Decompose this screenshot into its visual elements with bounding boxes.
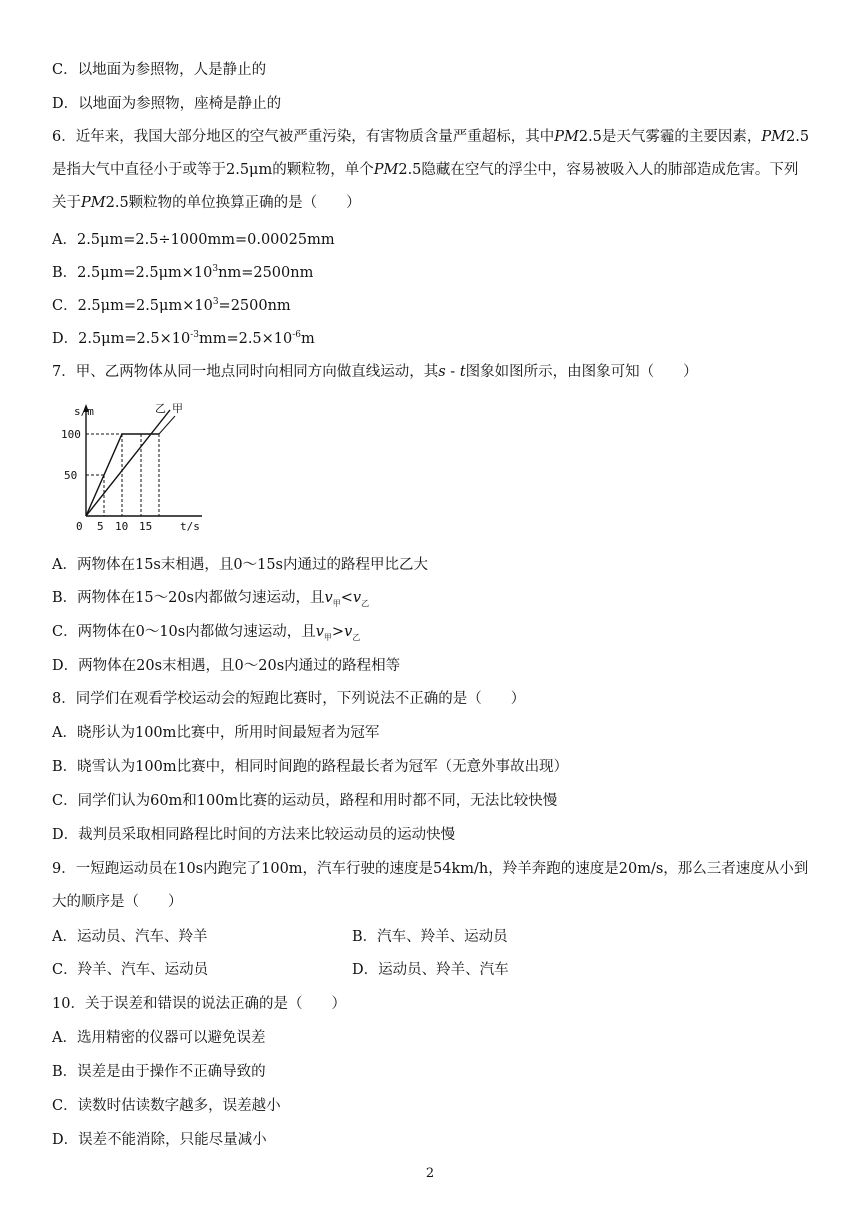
label-yi: 乙 <box>155 402 166 415</box>
q7-option-b: B．两物体在15～20s内都做匀速运动，且$v_甲<v_乙$ <box>52 590 370 608</box>
q6-option-c: C．$2.5\mu m=2.5\mu m\times 10^3=2500nm$ <box>52 297 291 314</box>
q9-option-b: B．汽车、羚羊、运动员 <box>352 929 508 945</box>
q9-option-c: C．羚羊、汽车、运动员 <box>52 962 209 978</box>
s-t-graph <box>52 396 212 538</box>
x-axis-label: t/s <box>180 520 200 533</box>
q8-option-a: A．晓彤认为100m比赛中，所用时间最短者为冠军 <box>52 725 380 741</box>
x-tick-5: 5 <box>97 520 104 533</box>
q8-stem: 8．同学们在观看学校运动会的短跑比赛时，下列说法不正确的是（ ） <box>52 691 526 707</box>
q9-stem: 9．一短跑运动员在10s内跑完了100m，汽车行驶的速度是54km/h，羚羊奔跑的速度是20m/s，那么三者速度从小到大的顺序是（ ） <box>52 861 809 910</box>
q6-option-a: A．2.5μm=2.5÷1000mm=0.00025mm <box>52 232 335 248</box>
q7-option-a: A．两物体在15s末相遇，且0～15s内通过的路程甲比乙大 <box>52 557 428 573</box>
q6-stem: 6．近年来，我国大部分地区的空气被严重污染，有害物质含量严重超标，其中PM2.5是天气雾霾的主要因素，PM2.5是指大气中直径小于或等于2.5μm的颗粒物，单个PM2.5隐藏在空气的浮尘中，容易被吸入人的肺部造成危害。下列关于PM2.5颗粒物的单位换算正确的是（ ） <box>52 129 810 211</box>
x-tick-10: 10 <box>115 520 129 533</box>
q10-stem: 10．关于误差和错误的说法正确的是（ ） <box>52 996 346 1012</box>
q10-option-c: C．读数时估读数字越多，误差越小 <box>52 1098 281 1114</box>
q5-option-c: C．以地面为参照物，人是静止的 <box>52 62 267 78</box>
q9-option-a: A．运动员、汽车、羚羊 <box>52 929 208 945</box>
q10-option-a: A．选用精密的仪器可以避免误差 <box>52 1030 266 1046</box>
q6-option-d: D．$2.5\mu m=2.5\times 10^{-3}mm=2.5\times 10^{-6}m$ <box>52 330 315 347</box>
x-tick-0: 0 <box>76 520 83 533</box>
q7-option-c: C．两物体在0～10s内都做匀速运动，且$v_甲>v_乙$ <box>52 624 361 642</box>
label-jia: 甲 <box>172 402 183 415</box>
q9-option-d: D．运动员、羚羊、汽车 <box>352 962 509 978</box>
y-axis-label: s/m <box>74 405 94 418</box>
q8-option-d: D．裁判员采取相同路程比时间的方法来比较运动员的运动快慢 <box>52 827 456 843</box>
y-tick-50: 50 <box>64 469 78 482</box>
leader-jia <box>159 416 175 434</box>
q10-option-b: B．误差是由于操作不正确导致的 <box>52 1064 266 1080</box>
y-tick-100: 100 <box>61 428 81 441</box>
q5-option-d: D．以地面为参照物，座椅是静止的 <box>52 96 282 112</box>
q10-option-d: D．误差不能消除，只能尽量减小 <box>52 1132 267 1148</box>
q8-option-b: B．晓雪认为100m比赛中，相同时间跑的路程最长者为冠军（无意外事故出现） <box>52 759 569 775</box>
page-number: 2 <box>425 1166 435 1181</box>
q7-stem: 7．甲、乙两物体从同一地点同时向相同方向做直线运动，其s - t图象如图所示，由图象可知（ ） <box>52 364 698 380</box>
q7-option-d: D．两物体在20s末相遇，且0～20s内通过的路程相等 <box>52 658 401 674</box>
line-yi <box>86 410 170 516</box>
q8-option-c: C．同学们认为60m和100m比赛的运动员，路程和用时都不同，无法比较快慢 <box>52 793 558 809</box>
q6-option-b: B．$2.5\mu m=2.5\mu m\times 10^3nm=2500nm$ <box>52 264 314 281</box>
x-tick-15: 15 <box>139 520 153 533</box>
